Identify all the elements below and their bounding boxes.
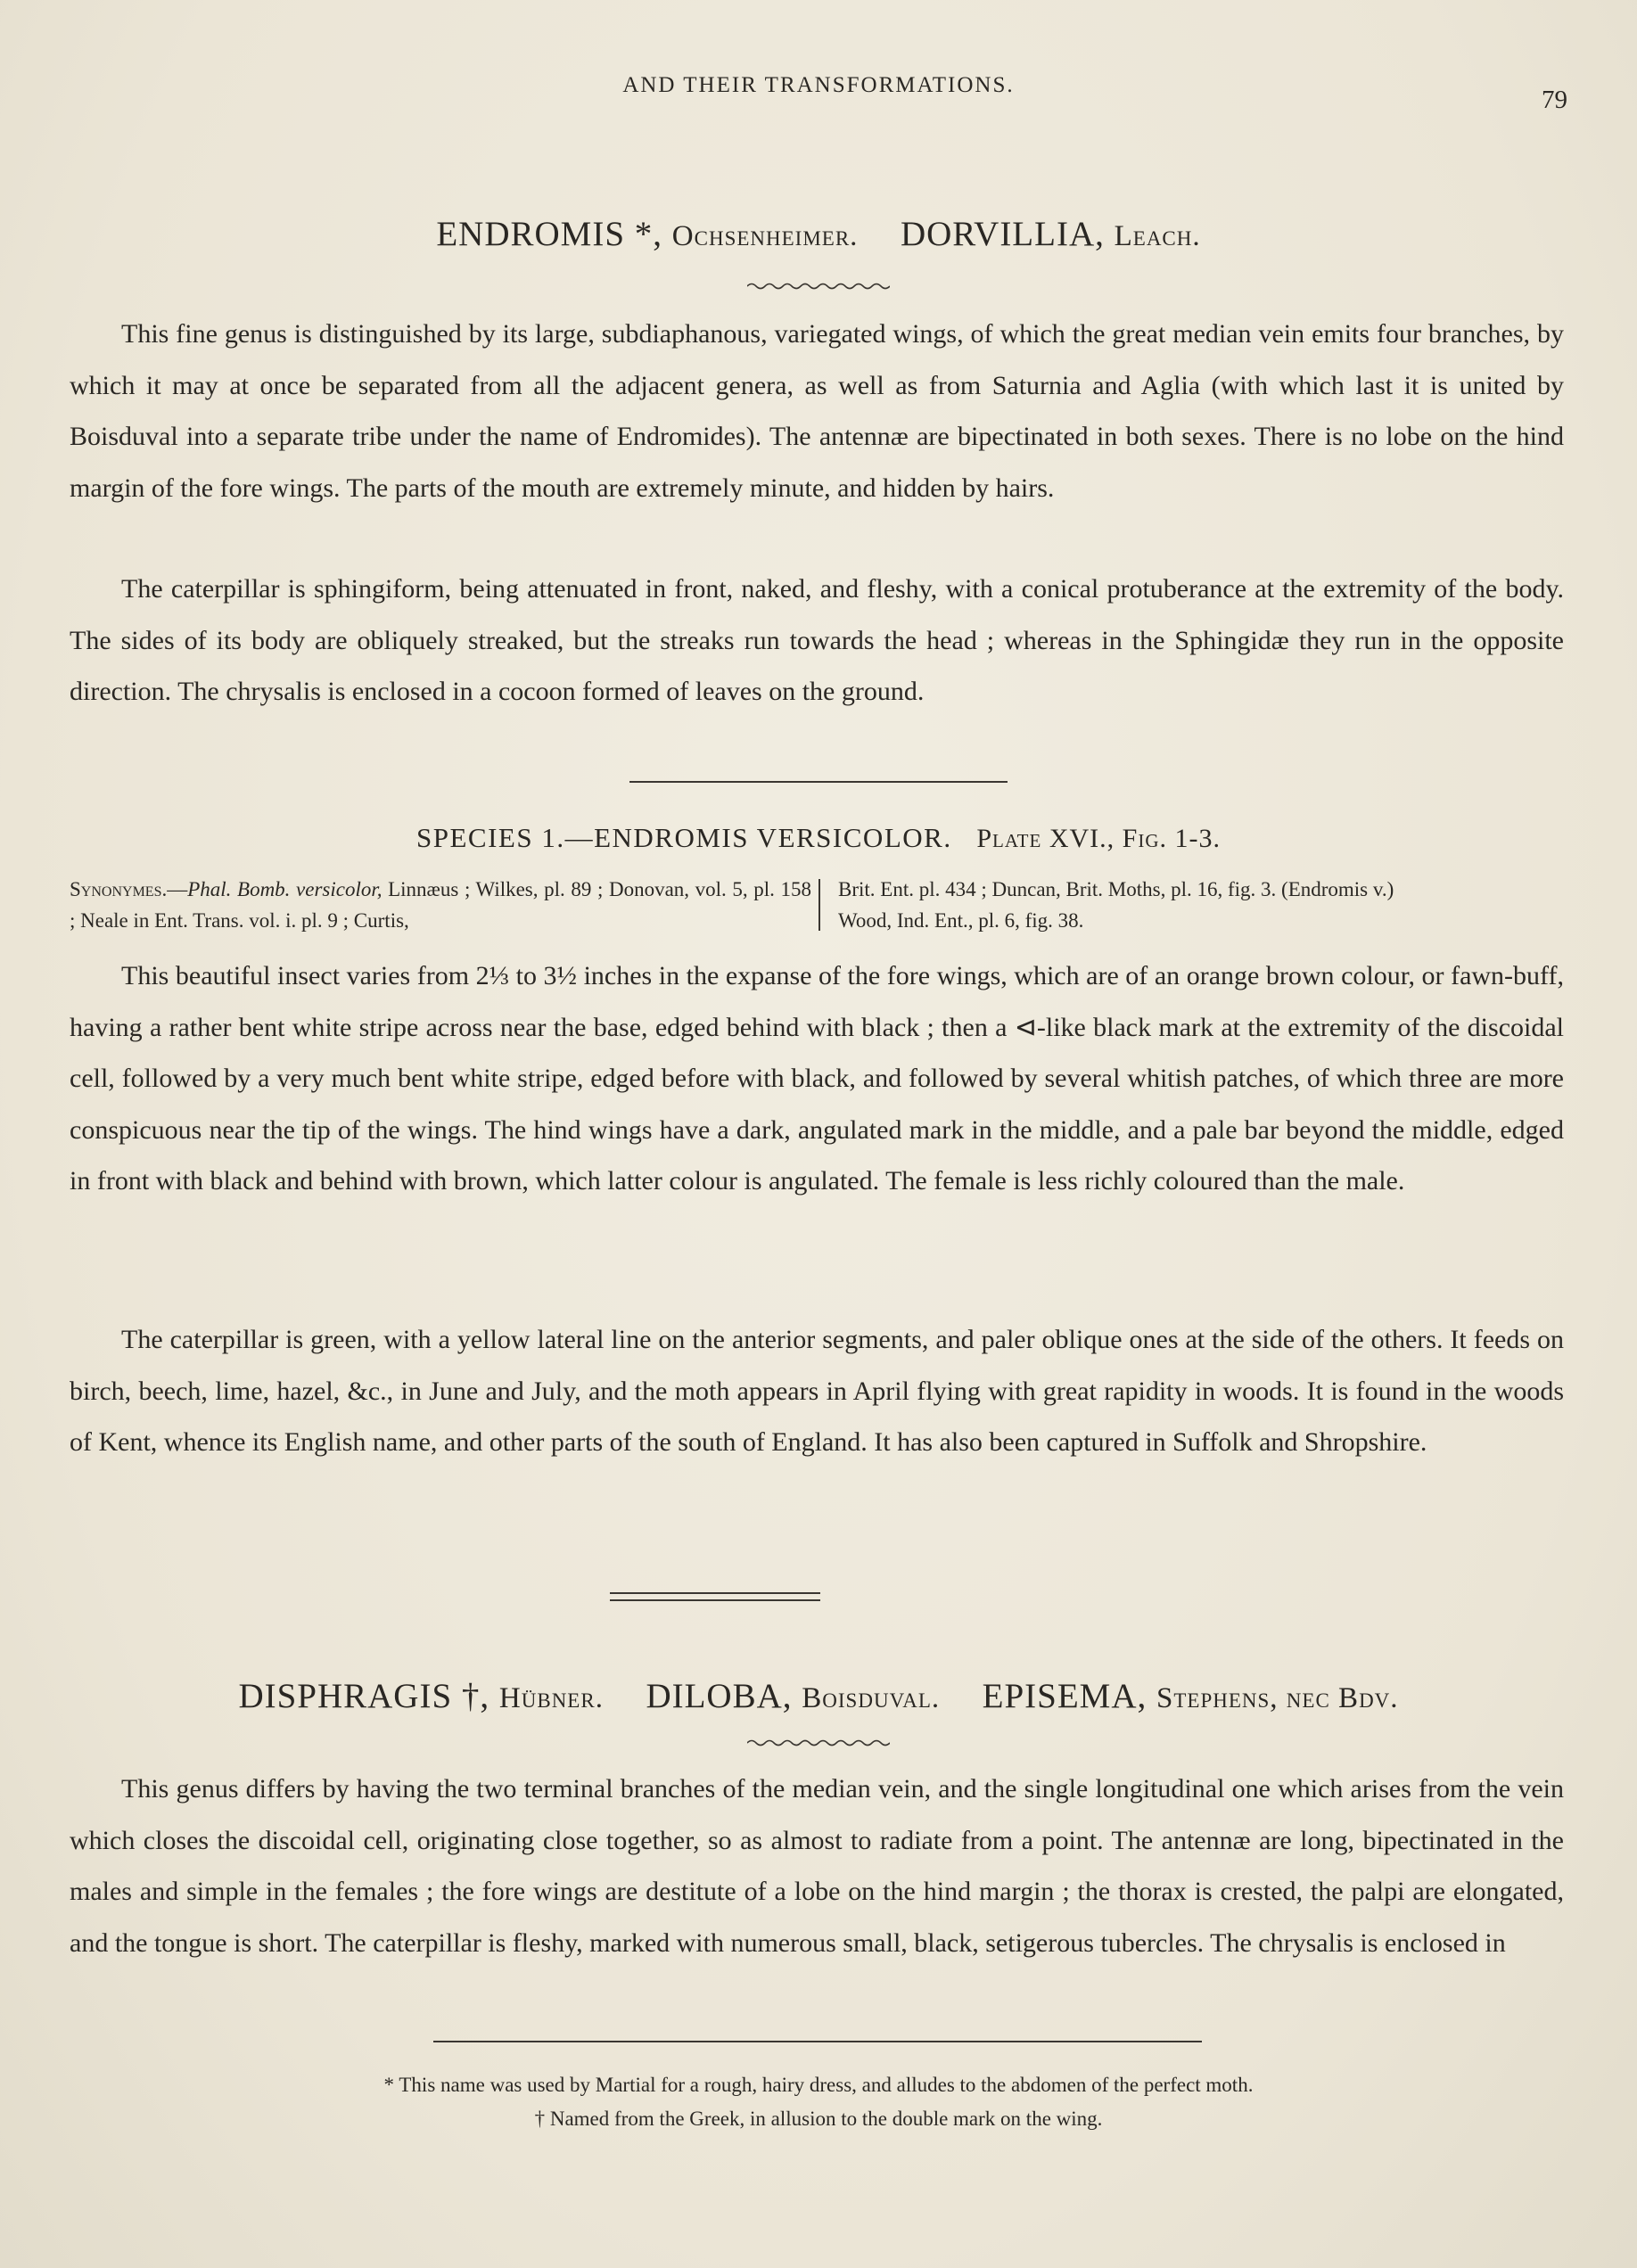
synonym-genus-author: Stephens, nec Bdv. — [1156, 1682, 1399, 1714]
endromis-paragraph-2: The caterpillar is sphingiform, being attenuated in front, naked, and fleshy, with a conical protuberance at the extremity of the body. The sides of its body are obliquely streaked, but the streaks run towards the head ; whereas in the Sphingidæ they run in the opposite direction. The chrysalis is enclosed in a cocoon formed of leaves on the ground. — [70, 574, 1564, 706]
running-head: AND THEIR TRANSFORMATIONS. — [622, 73, 1015, 97]
species-heading — [71, 822, 1566, 854]
footnotes — [71, 2068, 1566, 2136]
synonymy-block — [70, 874, 1564, 936]
endromis-heading — [71, 214, 1566, 254]
plate-reference: Plate XVI., Fig. 1-3. — [976, 824, 1221, 853]
genus-name: ENDROMIS *, — [436, 215, 663, 253]
synonymy-name: Phal. Bomb. versicolor, — [187, 878, 383, 900]
disphragis-heading — [71, 1676, 1566, 1716]
section-divider — [629, 781, 1008, 783]
synonymy-left — [70, 874, 811, 936]
synonymy-label: Synonymes.— — [70, 878, 188, 900]
synonymy-right — [838, 874, 1564, 936]
disphragis-paragraph: This genus differs by having the two terminal branches of the median vein, and the single longitudinal one which arises from the vein which closes the discoidal cell, originating close together, so as almost to radiate from a point. The antennæ are long, bipectinated in the males and simple in the females ; the fore wings are destitute of a lobe on the hind margin ; the thorax is crested, the palpi are elongated, and the tongue is short. The caterpillar is fleshy, marked with numerous small, black, setigerous tubercles. The chrysalis is enclosed in — [70, 1774, 1564, 1958]
synonymy-left-text: Linnæus ; Wilkes, pl. 89 ; Donovan, vol. 5, pl. 158 ; Neale in Ent. Trans. vol. i. pl. 9 ; Curtis, — [70, 878, 812, 932]
synonymy-right-line: Wood, Ind. Ent., pl. 6, fig. 38. — [838, 909, 1084, 932]
wavy-ornament — [747, 282, 890, 291]
double-rule-top — [610, 1592, 820, 1594]
wavy-ornament — [747, 1738, 890, 1747]
footnote-rule — [433, 2041, 1202, 2042]
footnote: † Named from the Greek, in allusion to the double mark on the wing. — [534, 2108, 1103, 2130]
endromis-paragraph-1: This fine genus is distinguished by its large, subdiaphanous, variegated wings, of which the great median vein emits four branches, by which it may at once be separated from all the adjacent genera, as well as from Saturnia and Aglia (with which last it is united by Boisduval into a separate tribe under the name of Endromides). The antennæ are bipectinated in both sexes. There is no lobe on the hind margin of the fore wings. The parts of the mouth are extremely minute, and hidden by hairs. — [70, 319, 1564, 503]
synonym-genus-name: EPISEMA, — [982, 1677, 1148, 1715]
synonym-genus-name: DORVILLIA, — [900, 215, 1105, 253]
synonym-genus-author: Boisduval. — [802, 1682, 941, 1714]
genus-author: Hübner. — [498, 1682, 604, 1714]
species-title: SPECIES 1.—ENDROMIS VERSICOLOR. — [416, 822, 952, 853]
genus-name: DISPHRAGIS †, — [238, 1677, 490, 1715]
double-rule-bottom — [610, 1599, 820, 1601]
synonym-genus-author: Leach. — [1114, 220, 1201, 252]
footnote: * This name was used by Martial for a rough, hairy dress, and alludes to the abdomen of the perfect moth. — [383, 2074, 1254, 2096]
synonymy-divider — [818, 879, 820, 931]
synonym-genus-name: DILOBA, — [646, 1677, 793, 1715]
genus-author: Ochsenheimer. — [671, 220, 859, 252]
species-description-paragraph: This beautiful insect varies from 2⅓ to 3½ inches in the expanse of the fore wings, which are of an orange brown colour, or fawn-buff, having a rather bent white stripe across near the base, edged behind with black ; then a ⊲-like black mark at the extremity of the discoidal cell, followed by a very much bent white stripe, edged before with black, and followed by several whitish patches, of which three are more conspicuous near the tip of the wings. The hind wings have a dark, angulated mark in the middle, and a pale bar beyond the middle, edged in front with black and behind with brown, which latter colour is angulated. The female is less richly coloured than the male. — [70, 961, 1564, 1196]
caterpillar-paragraph: The caterpillar is green, with a yellow lateral line on the anterior segments, and paler oblique ones at the side of the others. It feeds on birch, beech, lime, hazel, &c., in June and July, and the moth appears in April flying with great rapidity in woods. It is found in the woods of Kent, whence its English name, and other parts of the south of England. It has also been captured in Suffolk and Shropshire. — [70, 1325, 1564, 1457]
page-number: 79 — [1542, 86, 1567, 114]
synonymy-right-line: Brit. Ent. pl. 434 ; Duncan, Brit. Moths, pl. 16, fig. 3. (Endromis v.) — [838, 878, 1394, 900]
